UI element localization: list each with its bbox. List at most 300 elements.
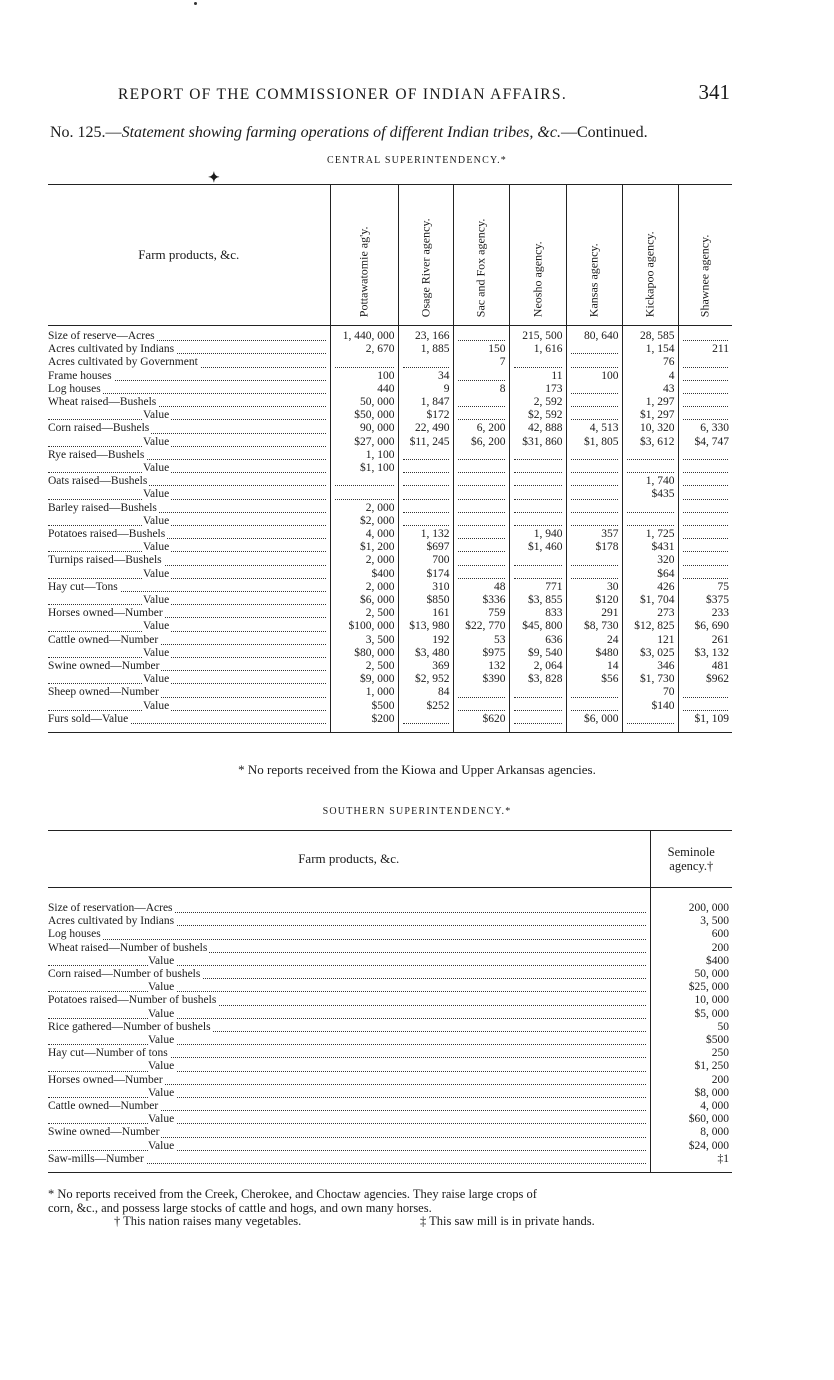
row-label-text: Value xyxy=(143,488,170,501)
table-cell xyxy=(566,686,622,699)
table-cell: 50, 000 xyxy=(330,396,398,409)
table-cell xyxy=(678,475,732,488)
row-label-text: Value xyxy=(143,541,170,554)
table-cell xyxy=(566,488,622,501)
table-cell: 150 xyxy=(453,343,509,356)
row-label xyxy=(48,502,330,515)
running-title: REPORT OF THE COMMISSIONER OF INDIAN AFFAIRS. xyxy=(118,86,568,103)
row-label-text: Swine owned—Number xyxy=(48,1126,160,1139)
table-cell: $400 xyxy=(330,568,398,581)
table-cell: 70 xyxy=(622,686,678,699)
table-row xyxy=(48,1113,732,1126)
table-row xyxy=(48,1126,732,1139)
row-label-text: Value xyxy=(143,462,170,475)
table-row xyxy=(48,449,732,462)
table-cell: 481 xyxy=(678,660,732,673)
row-label-text: Horses owned—Number xyxy=(48,1073,163,1086)
row-label xyxy=(48,1074,650,1087)
table-cell: $431 xyxy=(622,541,678,554)
row-label xyxy=(48,541,330,554)
central-column-header xyxy=(509,185,566,326)
row-label-text: Corn raised—Bushels xyxy=(48,422,150,435)
table-row xyxy=(48,554,732,567)
table-cell: $45, 800 xyxy=(509,620,566,633)
table-cell: $31, 860 xyxy=(509,436,566,449)
table-cell xyxy=(509,449,566,462)
row-label-text: Acres cultivated by Indians xyxy=(48,343,175,356)
table-cell: 2, 000 xyxy=(330,502,398,515)
table-row xyxy=(48,1021,732,1034)
table-cell: 261 xyxy=(678,634,732,647)
row-label xyxy=(48,1021,650,1034)
row-label xyxy=(48,1153,650,1166)
row-label xyxy=(48,713,330,726)
table-row xyxy=(48,647,732,660)
row-label-text: Value xyxy=(143,699,170,712)
table-cell: $140 xyxy=(622,700,678,713)
row-label xyxy=(48,462,330,475)
southern-label-header: Farm products, &c. xyxy=(48,831,650,888)
table-cell: $620 xyxy=(453,713,509,726)
table-cell xyxy=(678,502,732,515)
table-cell: $11, 245 xyxy=(398,436,453,449)
row-label xyxy=(48,449,330,462)
table-cell: 1, 132 xyxy=(398,528,453,541)
table-cell: 357 xyxy=(566,528,622,541)
table-cell xyxy=(398,515,453,528)
table-cell xyxy=(678,686,732,699)
table-cell: 30 xyxy=(566,581,622,594)
row-label-text: Wheat raised—Number of bushels xyxy=(48,941,208,954)
row-label-text: Furs sold—Value xyxy=(48,712,129,725)
table-row xyxy=(48,356,732,369)
row-label-text: Potatoes raised—Bushels xyxy=(48,528,166,541)
row-label-text: Value xyxy=(148,1086,175,1099)
table-cell: 161 xyxy=(398,607,453,620)
table-row xyxy=(48,607,732,620)
table-cell xyxy=(622,515,678,528)
table-cell xyxy=(398,475,453,488)
row-label-text: Hay cut—Tons xyxy=(48,580,118,593)
table-cell: 84 xyxy=(398,686,453,699)
table-cell: 1, 885 xyxy=(398,343,453,356)
table-cell: $2, 592 xyxy=(509,409,566,422)
table-row xyxy=(48,634,732,647)
table-cell: 1, 740 xyxy=(622,475,678,488)
statement-italic: Statement showing farming operations of different Indian tribes, &c. xyxy=(121,124,561,141)
table-cell xyxy=(330,488,398,501)
row-label xyxy=(48,370,330,383)
table-cell: 600 xyxy=(650,928,732,941)
table-cell: 2, 000 xyxy=(330,554,398,567)
table-row xyxy=(48,436,732,449)
table-cell: $6, 000 xyxy=(566,713,622,726)
table-cell: $27, 000 xyxy=(330,436,398,449)
table-cell: $174 xyxy=(398,568,453,581)
table-cell: 4, 000 xyxy=(650,1100,732,1113)
table-row xyxy=(48,902,732,915)
row-label-text: Turnips raised—Bushels xyxy=(48,554,162,567)
row-label-text: Log houses xyxy=(48,928,101,941)
table-cell: $120 xyxy=(566,594,622,607)
table-cell: $390 xyxy=(453,673,509,686)
table-row xyxy=(48,1100,732,1113)
table-cell xyxy=(509,686,566,699)
table-cell xyxy=(509,713,566,726)
table-cell xyxy=(678,541,732,554)
table-cell xyxy=(678,383,732,396)
table-cell: 2, 500 xyxy=(330,660,398,673)
table-cell: 24 xyxy=(566,634,622,647)
table-cell: 173 xyxy=(509,383,566,396)
table-cell: 28, 585 xyxy=(622,330,678,343)
table-cell: 233 xyxy=(678,607,732,620)
row-label xyxy=(48,594,330,607)
table-cell: ‡1 xyxy=(650,1153,732,1166)
row-label-text: Barley raised—Bushels xyxy=(48,501,157,514)
table-row xyxy=(48,981,732,994)
row-label xyxy=(48,942,650,955)
table-row xyxy=(48,396,732,409)
footnotes xyxy=(48,1188,734,1229)
row-label xyxy=(48,634,330,647)
table-cell: $60, 000 xyxy=(650,1113,732,1126)
table-cell: 10, 000 xyxy=(650,994,732,1007)
row-label xyxy=(48,343,330,356)
row-label-text: Value xyxy=(148,1034,175,1047)
table-cell xyxy=(622,713,678,726)
table-row xyxy=(48,968,732,981)
table-cell xyxy=(566,343,622,356)
table-cell xyxy=(566,356,622,369)
table-cell: 8 xyxy=(453,383,509,396)
row-label-text: Value xyxy=(148,1113,175,1126)
table-cell: 6, 200 xyxy=(453,422,509,435)
table-cell: 14 xyxy=(566,660,622,673)
table-row xyxy=(48,660,732,673)
row-label-text: Value xyxy=(143,409,170,422)
table-cell xyxy=(678,409,732,422)
table-cell xyxy=(330,356,398,369)
row-label xyxy=(48,409,330,422)
row-label-text: Corn raised—Number of bushels xyxy=(48,968,201,981)
table-cell xyxy=(678,396,732,409)
table-cell xyxy=(566,515,622,528)
central-table xyxy=(48,184,732,733)
row-label xyxy=(48,515,330,528)
table-cell: $80, 000 xyxy=(330,647,398,660)
table-cell: 4, 000 xyxy=(330,528,398,541)
central-superintendency-title: CENTRAL SUPERINTENDENCY.* xyxy=(326,155,507,166)
table-cell: $3, 132 xyxy=(678,647,732,660)
table-cell: $9, 540 xyxy=(509,647,566,660)
table-cell xyxy=(566,554,622,567)
table-cell: 200 xyxy=(650,942,732,955)
table-cell: $8, 730 xyxy=(566,620,622,633)
table-cell: $1, 109 xyxy=(678,713,732,726)
table-row xyxy=(48,686,732,699)
table-cell: 2, 064 xyxy=(509,660,566,673)
table-row xyxy=(48,942,732,955)
table-cell: 211 xyxy=(678,343,732,356)
statement-title xyxy=(50,124,740,142)
row-label-text: Horses owned—Number xyxy=(48,607,163,620)
row-label xyxy=(48,356,330,369)
footnote-dagger: † This nation raises many vegetables. xyxy=(114,1214,302,1228)
central-column-label: Kansas agency. xyxy=(586,243,601,317)
footnote-line-2: corn, &c., and possess large stocks of cattle and hogs, and own many horses. xyxy=(48,1200,432,1215)
table-cell: $2, 952 xyxy=(398,673,453,686)
table-cell xyxy=(398,488,453,501)
central-column-label: Neosho agency. xyxy=(529,241,544,317)
table-cell xyxy=(453,554,509,567)
row-label-text: Value xyxy=(148,1139,175,1152)
table-cell: $1, 805 xyxy=(566,436,622,449)
row-label-text: Value xyxy=(143,514,170,527)
table-cell: 759 xyxy=(453,607,509,620)
table-cell xyxy=(453,700,509,713)
table-cell: 76 xyxy=(622,356,678,369)
row-label-text: Hay cut—Number of tons xyxy=(48,1047,168,1060)
row-label xyxy=(48,436,330,449)
table-cell xyxy=(453,370,509,383)
table-cell: 4, 513 xyxy=(566,422,622,435)
row-label-text: Value xyxy=(148,954,175,967)
table-cell xyxy=(509,502,566,515)
table-cell: $5, 000 xyxy=(650,1008,732,1021)
table-cell: 132 xyxy=(453,660,509,673)
table-cell: 440 xyxy=(330,383,398,396)
row-label xyxy=(48,488,330,501)
table-cell: 50 xyxy=(650,1021,732,1034)
row-label-text: Sheep owned—Number xyxy=(48,686,159,699)
table-cell: 346 xyxy=(622,660,678,673)
table-row xyxy=(48,488,732,501)
table-cell: 80, 640 xyxy=(566,330,622,343)
table-cell: $850 xyxy=(398,594,453,607)
table-cell: 42, 888 xyxy=(509,422,566,435)
row-label-text: Size of reservation—Acres xyxy=(48,902,173,914)
table-cell xyxy=(566,502,622,515)
table-cell: 3, 500 xyxy=(650,915,732,928)
table-cell: $56 xyxy=(566,673,622,686)
row-label-text: Value xyxy=(143,594,170,607)
row-label xyxy=(48,928,650,941)
table-cell xyxy=(678,370,732,383)
table-row xyxy=(48,475,732,488)
table-cell: 1, 000 xyxy=(330,686,398,699)
table-cell xyxy=(678,356,732,369)
table-row xyxy=(48,620,732,633)
table-cell xyxy=(453,686,509,699)
seminole-agency-header xyxy=(650,831,732,888)
row-label xyxy=(48,915,650,928)
table-cell: 273 xyxy=(622,607,678,620)
table-cell: $25, 000 xyxy=(650,981,732,994)
central-label-header: Farm products, &c. xyxy=(48,185,330,326)
table-cell: 7 xyxy=(453,356,509,369)
table-row xyxy=(48,462,732,475)
table-cell: 23, 166 xyxy=(398,330,453,343)
table-row xyxy=(48,994,732,1007)
row-label-text: Value xyxy=(148,1007,175,1020)
row-label-text: Value xyxy=(143,673,170,686)
central-column-label: Kickapoo agency. xyxy=(642,231,657,317)
row-label xyxy=(48,968,650,981)
table-cell: 291 xyxy=(566,607,622,620)
table-cell: $13, 980 xyxy=(398,620,453,633)
table-cell: $1, 460 xyxy=(509,541,566,554)
table-cell xyxy=(678,488,732,501)
table-row xyxy=(48,1008,732,1021)
row-label xyxy=(48,1060,650,1073)
row-label-text: Oats raised—Bushels xyxy=(48,475,148,488)
table-cell: 34 xyxy=(398,370,453,383)
table-row xyxy=(48,1153,732,1166)
table-row xyxy=(48,700,732,713)
table-row xyxy=(48,1034,732,1047)
table-cell xyxy=(509,554,566,567)
row-label xyxy=(48,581,330,594)
table-row xyxy=(48,1074,732,1087)
table-cell xyxy=(453,528,509,541)
table-cell: $2, 000 xyxy=(330,515,398,528)
table-cell xyxy=(453,568,509,581)
table-cell: $50, 000 xyxy=(330,409,398,422)
row-label-text: Value xyxy=(143,435,170,448)
table-row xyxy=(48,330,732,343)
table-cell: 121 xyxy=(622,634,678,647)
row-label-text: Rice gathered—Number of bushels xyxy=(48,1020,211,1033)
table-cell: 2, 500 xyxy=(330,607,398,620)
table-cell: 100 xyxy=(330,370,398,383)
row-label-text: Size of reserve—Acres xyxy=(48,330,155,342)
table-cell xyxy=(453,449,509,462)
row-label xyxy=(48,647,330,660)
table-cell: 75 xyxy=(678,581,732,594)
table-cell: $12, 825 xyxy=(622,620,678,633)
table-row xyxy=(48,343,732,356)
row-label-text: Wheat raised—Bushels xyxy=(48,396,157,409)
table-cell xyxy=(566,409,622,422)
table-cell xyxy=(509,475,566,488)
footnote-double-dagger: ‡ This saw mill is in private hands. xyxy=(420,1214,595,1228)
table-row xyxy=(48,383,732,396)
table-cell xyxy=(453,502,509,515)
table-row xyxy=(48,422,732,435)
footnote-line-1: * No reports received from the Creek, Cherokee, and Choctaw agencies. They raise large crops of xyxy=(48,1187,537,1201)
central-column-header xyxy=(622,185,678,326)
table-cell: $1, 100 xyxy=(330,462,398,475)
row-label-text: Value xyxy=(143,646,170,659)
table-cell: 1, 847 xyxy=(398,396,453,409)
row-label xyxy=(48,1034,650,1047)
table-cell: 369 xyxy=(398,660,453,673)
table-cell xyxy=(566,568,622,581)
table-cell: 1, 940 xyxy=(509,528,566,541)
table-cell xyxy=(566,462,622,475)
table-cell xyxy=(398,462,453,475)
southern-header-row xyxy=(48,831,732,888)
table-cell: 200 xyxy=(650,1074,732,1087)
table-cell: 426 xyxy=(622,581,678,594)
table-cell xyxy=(678,330,732,343)
row-label xyxy=(48,475,330,488)
table-cell xyxy=(566,475,622,488)
row-label-text: Saw-mills—Number xyxy=(48,1152,144,1165)
table-cell: $1, 200 xyxy=(330,541,398,554)
table-cell: $6, 000 xyxy=(330,594,398,607)
table-cell xyxy=(330,475,398,488)
row-label xyxy=(48,383,330,396)
table-cell: 10, 320 xyxy=(622,422,678,435)
row-label-text: Cattle owned—Number xyxy=(48,633,159,646)
seminole-header-line2: agency.† xyxy=(669,859,714,873)
central-column-header xyxy=(566,185,622,326)
table-cell: $975 xyxy=(453,647,509,660)
table-cell: 1, 725 xyxy=(622,528,678,541)
table-cell: 700 xyxy=(398,554,453,567)
row-label xyxy=(48,1100,650,1113)
table-cell xyxy=(509,356,566,369)
table-cell: 636 xyxy=(509,634,566,647)
table-cell xyxy=(566,449,622,462)
table-cell xyxy=(398,713,453,726)
table-row xyxy=(48,502,732,515)
row-label-text: Frame houses xyxy=(48,369,112,382)
table-cell xyxy=(509,462,566,475)
table-cell: $172 xyxy=(398,409,453,422)
row-label xyxy=(48,1126,650,1139)
table-cell xyxy=(509,515,566,528)
table-cell: $500 xyxy=(650,1034,732,1047)
table-cell: 1, 154 xyxy=(622,343,678,356)
row-label xyxy=(48,1140,650,1153)
table-cell: $9, 000 xyxy=(330,673,398,686)
table-cell xyxy=(678,700,732,713)
table-row xyxy=(48,370,732,383)
table-cell xyxy=(453,488,509,501)
table-cell xyxy=(398,502,453,515)
table-cell xyxy=(566,700,622,713)
table-cell: 833 xyxy=(509,607,566,620)
central-column-header xyxy=(453,185,509,326)
table-cell: $1, 704 xyxy=(622,594,678,607)
table-cell: 2, 670 xyxy=(330,343,398,356)
row-label-text: Acres cultivated by Government xyxy=(48,356,198,369)
table-cell: $200 xyxy=(330,713,398,726)
table-cell: $1, 297 xyxy=(622,409,678,422)
row-label-text: Log houses xyxy=(48,382,101,395)
table-cell xyxy=(398,356,453,369)
table-cell: $252 xyxy=(398,700,453,713)
table-cell xyxy=(509,700,566,713)
table-cell: 6, 330 xyxy=(678,422,732,435)
table-cell: 43 xyxy=(622,383,678,396)
table-cell: 11 xyxy=(509,370,566,383)
table-cell: 250 xyxy=(650,1047,732,1060)
table-cell: $3, 612 xyxy=(622,436,678,449)
table-cell: 771 xyxy=(509,581,566,594)
row-label xyxy=(48,981,650,994)
row-label xyxy=(48,422,330,435)
table-cell: 53 xyxy=(453,634,509,647)
table-row xyxy=(48,541,732,554)
table-cell xyxy=(453,462,509,475)
table-cell: $435 xyxy=(622,488,678,501)
table-cell: $22, 770 xyxy=(453,620,509,633)
table-cell: $962 xyxy=(678,673,732,686)
